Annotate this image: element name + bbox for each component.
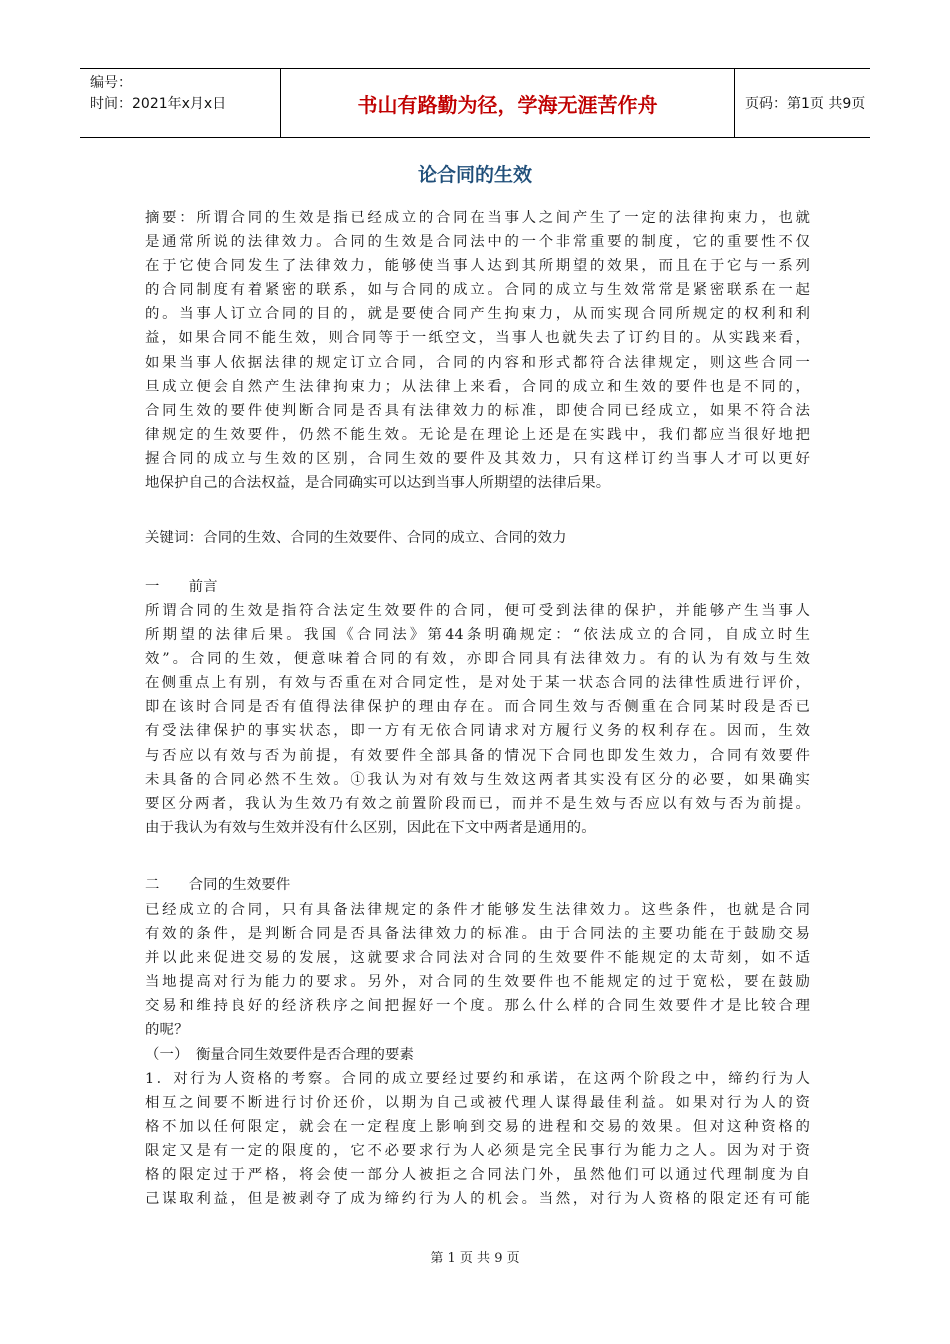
section2-item-line: 格的限定过于严格，将会使一部分人被拒之合同法门外，虽然他们可以通过代理制度为自: [145, 1167, 810, 1184]
section1-line: 所谓合同的生效是指符合法定生效要件的合同，便可受到法律的保护，并能够产生当事人: [145, 603, 810, 619]
date-label: 时间：2021年x月x日: [90, 96, 227, 112]
abstract-line: 地保护自己的合法权益，是合同确实可以达到当事人所期望的法律后果。: [145, 475, 611, 492]
number-label: 编号：: [90, 75, 132, 91]
section1-line: 所期望的法律后果。我国《合同法》第44条明确规定：“依法成立的合同，自成立时生: [145, 627, 810, 644]
section1-line: 效”。合同的生效，便意味着合同的有效，亦即合同具有法律效力。有的认为有效与生效: [145, 651, 810, 668]
section2-line: 有效的条件，是判断合同是否具备法律效力的标准。由于合同法的主要功能在于鼓励交易: [145, 926, 810, 943]
abstract: [145, 206, 810, 495]
section2-line: 并以此来促进交易的发展，这就要求合同法对合同的生效要件不能规定的太苛刻，如不适: [145, 950, 810, 967]
abstract-line: 是通常所说的法律效力。合同的生效是合同法中的一个非常重要的制度，它的重要性不仅: [145, 234, 810, 251]
abstract-line: 摘要：所谓合同的生效是指已经成立的合同在当事人之间产生了一定的法律拘束力，也就: [145, 210, 810, 226]
section2-item-line: 相互之间要不断进行讨价还价，以期为自己或被代理人谋得最佳利益。如果对行为人的资: [145, 1094, 810, 1111]
section1-line: 在侧重点上有别，有效与否重在对合同定性，是对处于某一状态合同的法律性质进行评价，: [145, 675, 810, 692]
section1-line: 未具备的合同必然不生效。①我认为对有效与生效这两者其实没有区分的必要，如果确实: [145, 771, 810, 788]
section2-line: 当地提高对行为能力的要求。另外，对合同的生效要件也不能规定的过于宽松，要在鼓励: [145, 974, 810, 991]
abstract-line: 合同生效的要件使判断合同是否具有法律效力的标准，即使合同已经成立，如果不符合法: [145, 402, 810, 419]
section1-line: 要区分两者，我认为生效乃有效之前置阶段而已，而并不是生效与否应以有效与否为前提。: [145, 795, 810, 812]
section2-body: [145, 898, 810, 1211]
section2-item-line: 限定又是有一定的限度的，它不必要求行为人必须是完全民事行为能力之人。因为对于资: [145, 1142, 810, 1159]
section2-item-line: 1．对行为人资格的考察。合同的成立要经过要约和承诺，在这两个阶段之中，缔约行为人: [145, 1070, 810, 1087]
section2-line: 的呢？: [145, 1022, 189, 1039]
abstract-line: 旦成立便会自然产生法律拘束力；从法律上来看，合同的成立和生效的要件也是不同的，: [145, 378, 810, 395]
keywords: 关键词：合同的生效、合同的生效要件、合同的成立、合同的效力: [145, 530, 567, 546]
section2-line: 已经成立的合同，只有具备法律规定的条件才能够发生法律效力。这些条件，也就是合同: [145, 902, 810, 918]
section2-subheading: （一） 衡量合同生效要件是否合理的要素: [145, 1046, 415, 1063]
section2-item-line: 己谋取利益，但是被剥夺了成为缔约行为人的机会。当然，对行为人资格的限定还有可能: [145, 1191, 810, 1208]
abstract-line: 律规定的生效要件，仍然不能生效。无论是在理论上还是在实践中，我们都应当很好地把: [145, 426, 810, 443]
section2-heading: 二 合同的生效要件: [145, 877, 291, 893]
header-page-info: 页码：第1页 共9页: [745, 96, 866, 112]
section1-line: 由于我认为有效与生效并没有什么区别，因此在下文中两者是通用的。: [145, 819, 596, 836]
section1-line: 与否应以有效与否为前提，有效要件全部具备的情况下合同也即发生效力，合同有效要件: [145, 747, 810, 764]
page-footer: 第 1 页 共 9 页: [430, 1251, 520, 1266]
section1-line: 即在该时合同是否有值得法律保护的理由存在。而合同生效与否侧重在合同某时段是否已: [145, 699, 810, 716]
section2-item-line: 格不加以任何限定，就会在一定程度上影响到交易的进程和交易的效果。但对这种资格的: [145, 1118, 810, 1135]
section1-heading: 一 前言: [145, 579, 218, 595]
page-header: [80, 68, 870, 138]
section1-line: 有受法律保护的事实状态，即一方有无依合同请求对方履行义务的权利存在。因而，生效: [145, 723, 810, 740]
abstract-line: 如果当事人依据法律的规定订立合同，合同的内容和形式都符合法律规定，则这些合同一: [145, 354, 810, 371]
document-title: 论合同的生效: [417, 164, 532, 186]
abstract-line: 握合同的成立与生效的区别，合同生效的要件及其效力，只有这样订约当事人才可以更好: [145, 450, 810, 467]
abstract-line: 的。当事人订立合同的目的，就是要使合同产生拘束力，从而实现合同所规定的权利和利: [145, 306, 810, 323]
abstract-line: 益，如果合同不能生效，则合同等于一纸空文，当事人也就失去了订约目的。从实践来看，: [145, 330, 810, 347]
section2-line: 交易和维持良好的经济秩序之间把握好一个度。那么什么样的合同生效要件才是比较合理: [145, 998, 810, 1015]
header-motto: 书山有路勤为径，学海无涯苦作舟: [280, 69, 735, 137]
section1-body: [145, 599, 810, 840]
header-meta: [80, 69, 280, 137]
abstract-line: 的合同制度有着紧密的联系，如与合同的成立。合同的成立与生效常常是紧密联系在一起: [145, 282, 810, 299]
abstract-line: 在于它使合同发生了法律效力，能够使当事人达到其所期望的效果，而且在于它与一系列: [145, 258, 810, 275]
